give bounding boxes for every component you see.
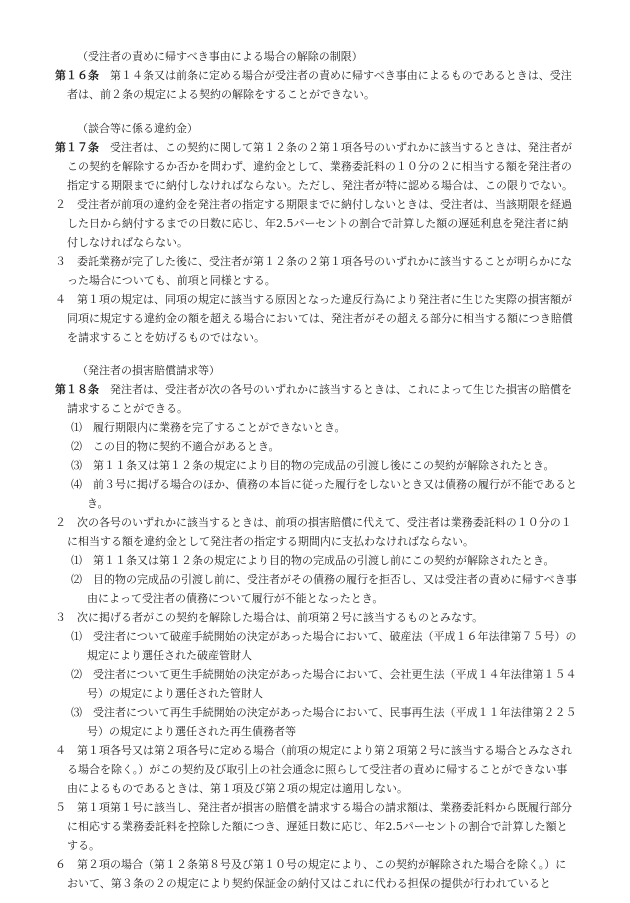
article-18-para-6: ６ 第２項の場合（第１２条第８号及び第１０号の規定により、この契約が解除された場合を除く。）において、第３条の２の規定により契約保証金の納付又はこれに代わる担保の提供が行われていると	[55, 858, 567, 890]
article-18-para-5: ５ 第１項第１号に該当し、発注者が損害の賠償を請求する場合の請求額は、業務委託料から既履行部分に相応する業務委託料を控除した額につき、遅延日数に応じ、年2.5パーセントの割合で計算した額とする。	[55, 801, 572, 852]
article-18-para-4: ４ 第１項各号又は第２項各号に定める場合（前項の規定により第２項第２号に該当する場合とみなされる場合を除く。）がこの契約及び取引上の社会通念に照らして受注者の責めに帰することができない事由によるものであるときは、第１項及び第２項の規定は適用しない。	[55, 744, 572, 795]
article-18-para-1-item-2: ⑵ この目的物に契約不適合があるとき。	[71, 440, 280, 453]
article-18-para-3-item-3: ⑶ 受注者について再生手続開始の決定があった場合において、民事再生法（平成１１年法律第２２５号）の規定により選任された再生債務者等	[71, 706, 577, 738]
article-18-number: 第１８条	[55, 383, 99, 396]
article-18-para-2-item-1: ⑴ 第１１条又は第１２条の規定により目的物の完成品の引渡し前にこの契約が解除されたとき。	[71, 554, 555, 567]
article-17-para-3: ３ 委託業務が完了した後に、受注者が第１２条の２第１項各号のいずれかに該当することが明らかになった場合についても、前項と同様とする。	[55, 255, 572, 287]
article-16	[55, 47, 577, 104]
article-17-para-2: ２ 受注者が前項の違約金を発注者の指定する期限までに納付しないときは、受注者は、当該期限を経過した日から納付するまでの日数に応じ、年2.5パーセントの割合で計算した額の遅延利息を発注者に納付しなければならない。	[55, 198, 572, 249]
article-18-para-2: ２ 次の各号のいずれかに該当するときは、前項の損害賠償に代えて、受注者は業務委託料の１０分の１に相当する額を違約金として発注者の指定する期間内に支払わなければならない。	[55, 516, 572, 548]
article-16-body	[55, 66, 577, 104]
article-16-text: 第１４条又は前条に定める場合が受注者の責めに帰すべき事由によるものであるときは、受注者は、前２条の規定による契約の解除をすることができない。	[67, 69, 572, 101]
article-16-number: 第１６条	[55, 69, 99, 82]
article-18-para-1	[55, 380, 577, 418]
article-18-para-3-item-1: ⑴ 受注者について破産手続開始の決定があった場合において、破産法（平成１６年法律第７５号）の規定により選任された破産管財人	[71, 630, 577, 662]
article-18-para-3-item-2: ⑵ 受注者について更生手続開始の決定があった場合において、会社更生法（平成１４年法律第１５４号）の規定により選任された管財人	[71, 668, 577, 700]
article-18-para-2-item-2: ⑵ 目的物の完成品の引渡し前に、受注者がその債務の履行を拒否し、又は受注者の責めに帰すべき事由によって受注者の債務について履行が不能となったとき。	[71, 573, 577, 605]
article-18-para-1-item-3: ⑶ 第１１条又は第１２条の規定により目的物の完成品の引渡し後にこの契約が解除されたとき。	[71, 459, 555, 472]
article-18-para-1-text: 発注者は、受注者が次の各号のいずれかに該当するときは、これによって生じた損害の賠償を請求することができる。	[67, 383, 572, 415]
article-18-para-1-item-4: ⑷ 前３号に掲げる場合のほか、債務の本旨に従った履行をしないとき又は債務の履行が不能であるとき。	[71, 478, 577, 510]
article-17	[55, 119, 577, 347]
article-17-para-4: ４ 第１項の規定は、同項の規定に該当する原因となった違反行為により発注者に生じた実際の損害額が同項に規定する違約金の額を超える場合においては、発注者がその超える部分に相当する額につき賠償を請求することを妨げるものではない。	[55, 293, 573, 344]
article-18-para-1-item-1: ⑴ 履行期限内に業務を完了することができないとき。	[71, 421, 346, 434]
article-18-caption: （発注者の損害賠償請求等）	[77, 364, 220, 377]
article-17-number: 第１７条	[55, 141, 99, 154]
article-17-para-1	[55, 138, 577, 195]
article-17-para-1-text: 受注者は、この契約に関して第１２条の２第１項各号のいずれかに該当するときは、発注者がこの契約を解除するか否かを問わず、違約金として、業務委託料の１０分の２に相当する額を発注者の指定する期限までに納付しなければならない。ただし、発注者が特に認める場合は、この限りでない。	[67, 141, 573, 192]
article-17-caption: （談合等に係る違約金）	[77, 122, 198, 135]
article-16-caption: （受注者の責めに帰すべき事由による場合の解除の制限）	[77, 50, 363, 63]
article-18-para-3: ３ 次に掲げる者がこの契約を解除した場合は、前項第２号に該当するものとみなす。	[55, 611, 484, 624]
article-18	[55, 361, 577, 893]
